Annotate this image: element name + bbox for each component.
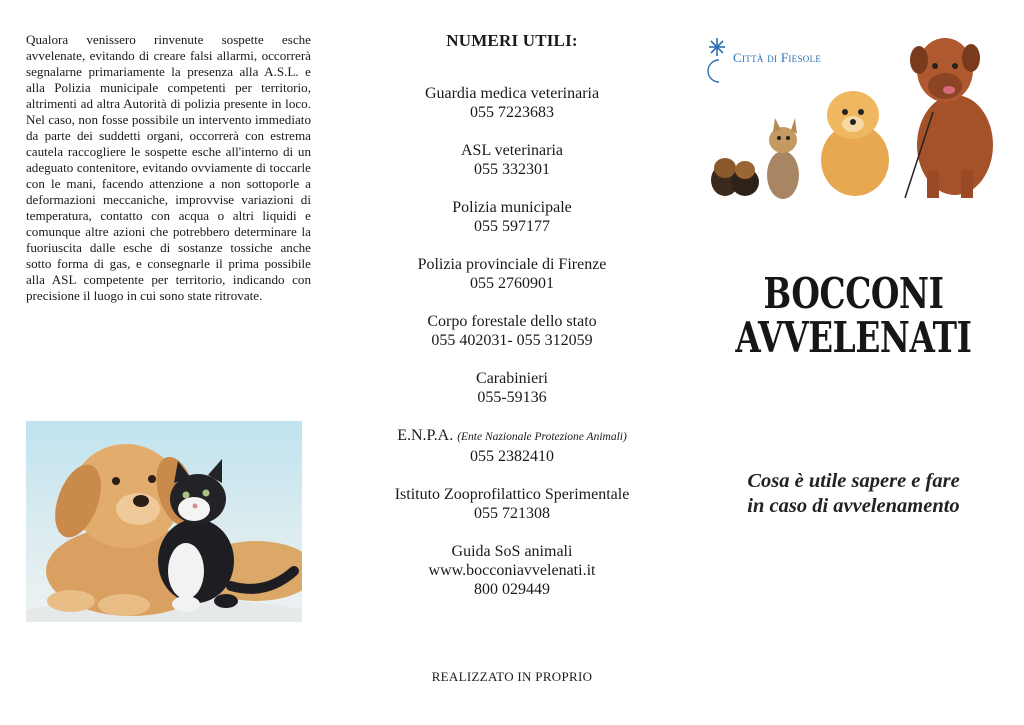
contact-polizia-municipale: [341, 198, 683, 236]
contact-name-row: [341, 426, 683, 447]
contact-name: Polizia municipale: [452, 199, 572, 216]
contact-name: Guardia medica veterinaria: [424, 85, 600, 102]
subtitle-line1: Cosa è utile sapere e fare: [747, 470, 960, 492]
snowflake-emblem-icon: [705, 34, 735, 84]
contact-phone: 055 402031- 055 312059: [431, 332, 593, 349]
city-logo: [705, 34, 855, 84]
contact-website[interactable]: www.bocconiavvelenati.it: [428, 562, 596, 579]
middle-panel: [341, 0, 683, 725]
contact-name: Corpo forestale dello stato: [427, 313, 597, 330]
puppy-kitten-illustration: [26, 421, 302, 622]
main-title-line1: BOCCONI: [763, 269, 944, 318]
contact-enpa: [341, 426, 683, 466]
contact-carabinieri: [341, 369, 683, 407]
city-name: Città di Fiesole: [733, 50, 822, 65]
footer-note: REALIZZATO IN PROPRIO: [431, 669, 593, 684]
main-title-line2: AVVELENATI: [735, 313, 972, 362]
instructions-paragraph: Qualora venissero rinvenute sospette esche avvelenate, evitando di creare falsi allarmi, occorrerà segnalarne primariamente la presenza alla A.S.L. e alla Polizia municipale competenti per territorio, altrimenti ad altra Autorità di polizia presente in loco. Nel caso, non fosse possibile un intervento immediato da parte dei suddetti organi, occorrerà con estrema cautela raccogliere le sospette esche all'interno di un adeguato contenitore, evitando ovviamente di toccarle con le mani, facendo attenzione a non sottoporle a deformazioni meccaniche, improvvise variazioni di temperatura, contatto con acqua o altri liquidi e comunque altre azioni che potrebbero determinare la fuoriuscita dalle esche di sostanze tossiche anche sotto forma di gas, e consegnarle il prima possibile alla ASL competente per territorio, indicando con precisione il luogo in cui sono state ritrovate.: [26, 32, 311, 303]
subtitle-line2: in caso di avvelenamento: [747, 495, 960, 517]
contact-name: Guida SoS animali: [451, 543, 573, 560]
contact-guida-sos: [341, 542, 683, 599]
right-panel: [683, 0, 1024, 725]
contact-name: Carabinieri: [476, 370, 548, 387]
contact-phone: 055-59136: [477, 389, 547, 406]
contact-istituto-zooprofilattico: [341, 485, 683, 523]
contact-corpo-forestale: [341, 312, 683, 350]
contact-phone: 055 2760901: [470, 275, 554, 292]
subtitle: [683, 469, 1024, 519]
contact-polizia-provinciale: [341, 255, 683, 293]
contact-phone: 055 721308: [474, 505, 550, 522]
contact-phone: 055 332301: [474, 161, 550, 178]
puppy-kitten-photo: [26, 421, 302, 622]
useful-numbers-heading: NUMERI UTILI:: [446, 31, 578, 50]
main-title: [721, 269, 987, 362]
contact-name: Polizia provinciale di Firenze: [417, 256, 607, 273]
contact-phone: 055 7223683: [470, 104, 554, 121]
contacts-list: [341, 84, 683, 618]
contact-name: Istituto Zooprofilattico Sperimentale: [394, 486, 630, 503]
left-panel: [0, 0, 341, 725]
contact-asl: [341, 141, 683, 179]
contact-guardia-medica: [341, 84, 683, 122]
contact-name: ASL veterinaria: [460, 142, 564, 159]
contact-phone: 800 029449: [474, 581, 550, 598]
contact-phone: 055 2382410: [470, 448, 554, 465]
contact-name: E.N.P.A.: [397, 427, 454, 444]
contact-phone: 055 597177: [474, 218, 550, 235]
contact-note: (Ente Nazionale Protezione Animali): [457, 431, 627, 443]
